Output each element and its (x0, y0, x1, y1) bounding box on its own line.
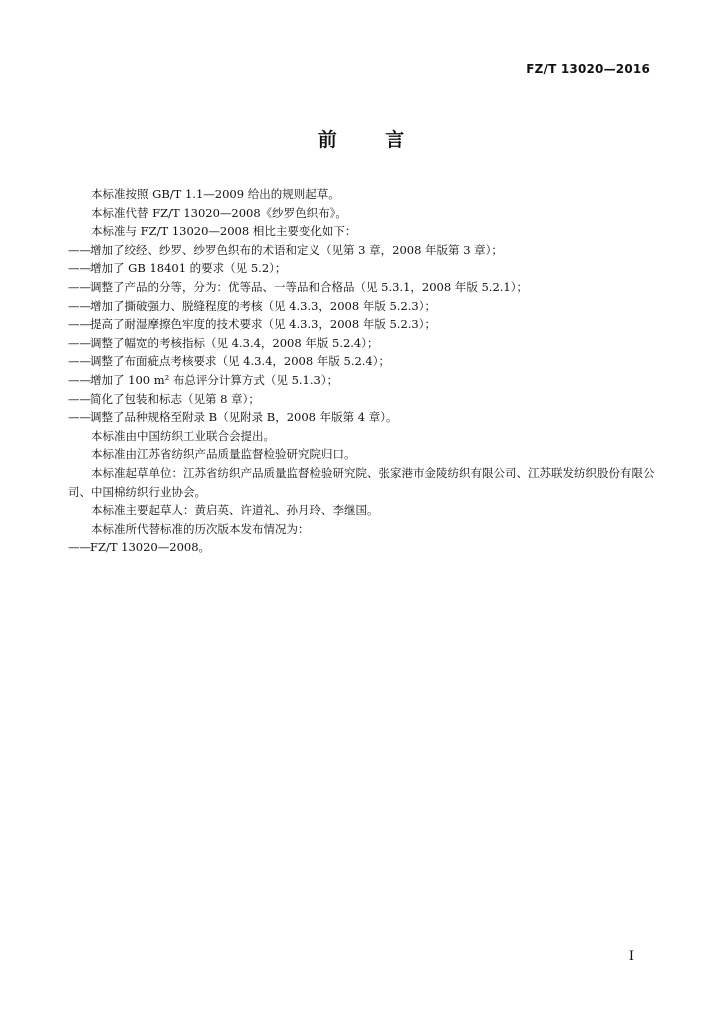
paragraph-drafting-units: 本标准起草单位：江苏省纺织产品质量监督检验研究院、张家港市金陵纺织有限公司、江苏联发纺织股份有限公司、中国棉纺织行业协会。 (68, 465, 655, 499)
change-item: —— 增加了撕破强力、脱缝程度的考核（见 4.3.3，2008 年版 5.2.3）； (68, 297, 656, 316)
change-item: —— 调整了布面疵点考核要求（见 4.3.4，2008 年版 5.2.4）； (68, 352, 656, 371)
paragraph-drafters: 本标准主要起草人：黄启英、许道礼、孙月玲、李继国。 (91, 503, 379, 518)
change-item: —— 提高了耐湿摩擦色牢度的技术要求（见 4.3.3，2008 年版 5.2.3）； (68, 315, 656, 334)
paragraph-changes-intro: 本标准与 FZ/T 13020—2008 相比主要变化如下： (91, 224, 357, 239)
paragraph-administered-by: 本标准由江苏省纺织产品质量监督检验研究院归口。 (91, 447, 356, 462)
change-item: —— 调整了幅宽的考核指标（见 4.3.4，2008 年版 5.2.4）； (68, 334, 656, 353)
page-title: 前 言 (317, 129, 405, 151)
paragraph-replaces: 本标准代替 FZ/T 13020—2008《纱罗色织布》。 (91, 205, 347, 220)
change-item: —— 增加了绞经、纱罗、纱罗色织布的术语和定义（见第 3 章，2008 年版第 3 章）； (68, 241, 656, 260)
change-item: —— 调整了产品的分等，分为：优等品、一等品和合格品（见 5.3.1，2008 年版 5.2.1）； (68, 278, 656, 297)
previous-edition-item: —— FZ/T 13020—2008。 (68, 538, 656, 557)
paragraph-drafting-rules: 本标准按照 GB/T 1.1—2009 给出的规则起草。 (91, 187, 340, 201)
change-item: —— 增加了 100 m² 布总评分计算方式（见 5.1.3）； (68, 371, 656, 390)
change-item: —— 简化了包装和标志（见第 8 章）； (68, 390, 656, 409)
page-number: I (628, 949, 634, 964)
change-item: —— 增加了 GB 18401 的要求（见 5.2）； (68, 259, 656, 278)
change-item: —— 调整了品种规格至附录 B（见附录 B，2008 年版第 4 章）。 (68, 408, 656, 427)
paragraph-proposed-by: 本标准由中国纺织工业联合会提出。 (91, 428, 275, 443)
standard-code: FZ/T 13020—2016 (526, 62, 650, 76)
foreword-body (68, 185, 656, 557)
paragraph-previous-editions: 本标准所代替标准的历次版本发布情况为： (91, 521, 310, 536)
